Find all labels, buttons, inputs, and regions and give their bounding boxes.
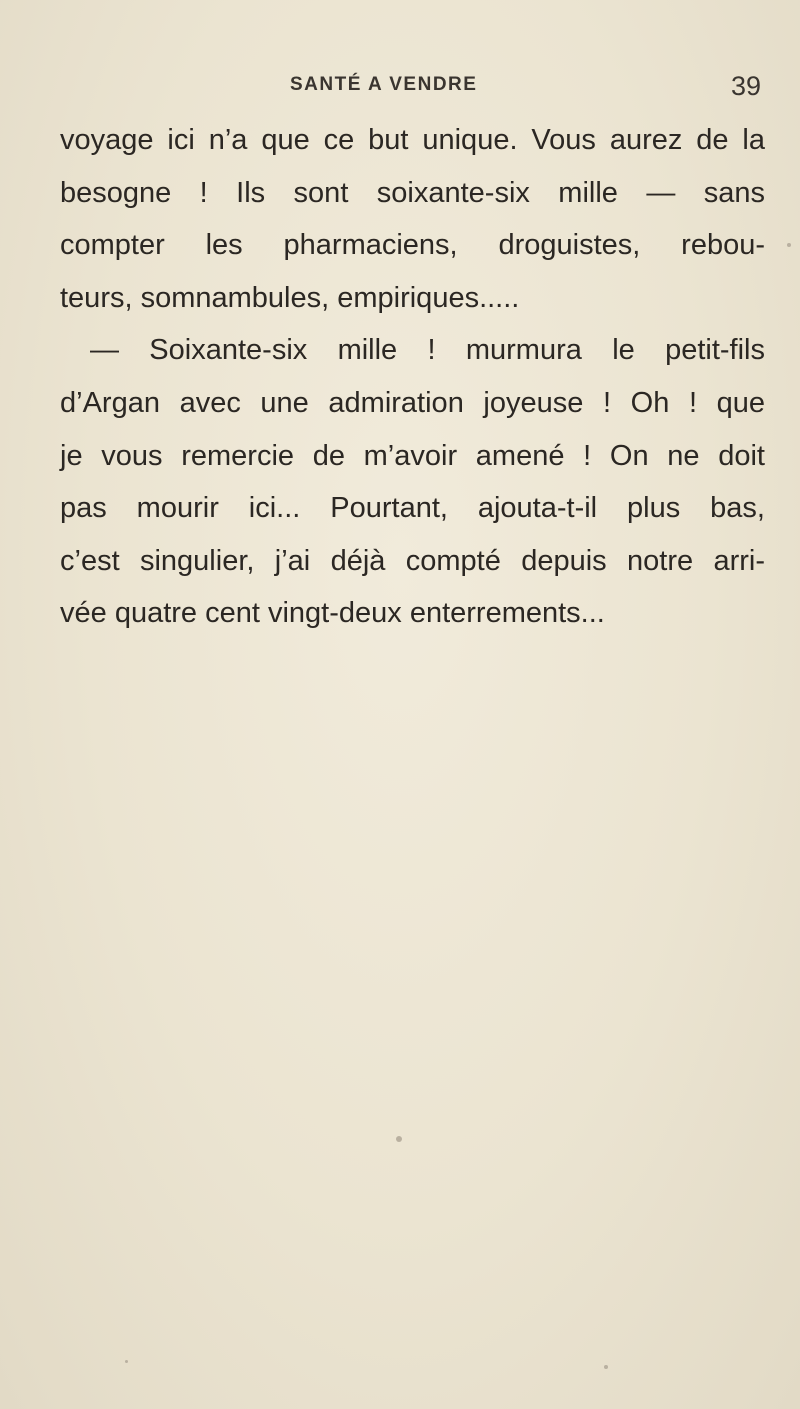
page-number: 39 <box>731 71 762 101</box>
header-title: SANTÉ A VENDRE <box>290 74 478 95</box>
paper-speck <box>604 1365 608 1369</box>
text-line: pas mourir ici... Pourtant, ajouta-t-il plus bas, <box>60 492 765 525</box>
text-line: besogne ! Ils sont soixante-six mille — sans <box>60 176 765 209</box>
paper-speck <box>787 243 791 247</box>
text-line: d’Argan avec une admiration joyeuse ! Oh ! que <box>60 386 765 419</box>
paper-speck <box>396 1136 402 1142</box>
paper-speck <box>125 1360 128 1363</box>
text-line: je vous remercie de m’avoir amené ! On ne doit <box>60 439 765 472</box>
text-line: compter les pharmaciens, droguistes, rebou- <box>60 229 765 262</box>
text-line: c’est singulier, j’ai déjà compté depuis notre arri- <box>60 544 765 577</box>
running-head <box>0 71 800 104</box>
text-line: — Soixante-six mille ! murmura le petit-fils <box>90 334 765 367</box>
text-line: vée quatre cent vingt-deux enterrements... <box>60 597 605 630</box>
text-line: voyage ici n’a que ce but unique. Vous aurez de la <box>60 124 765 156</box>
body-text <box>60 114 765 640</box>
text-line: teurs, somnambules, empiriques..... <box>60 281 520 314</box>
